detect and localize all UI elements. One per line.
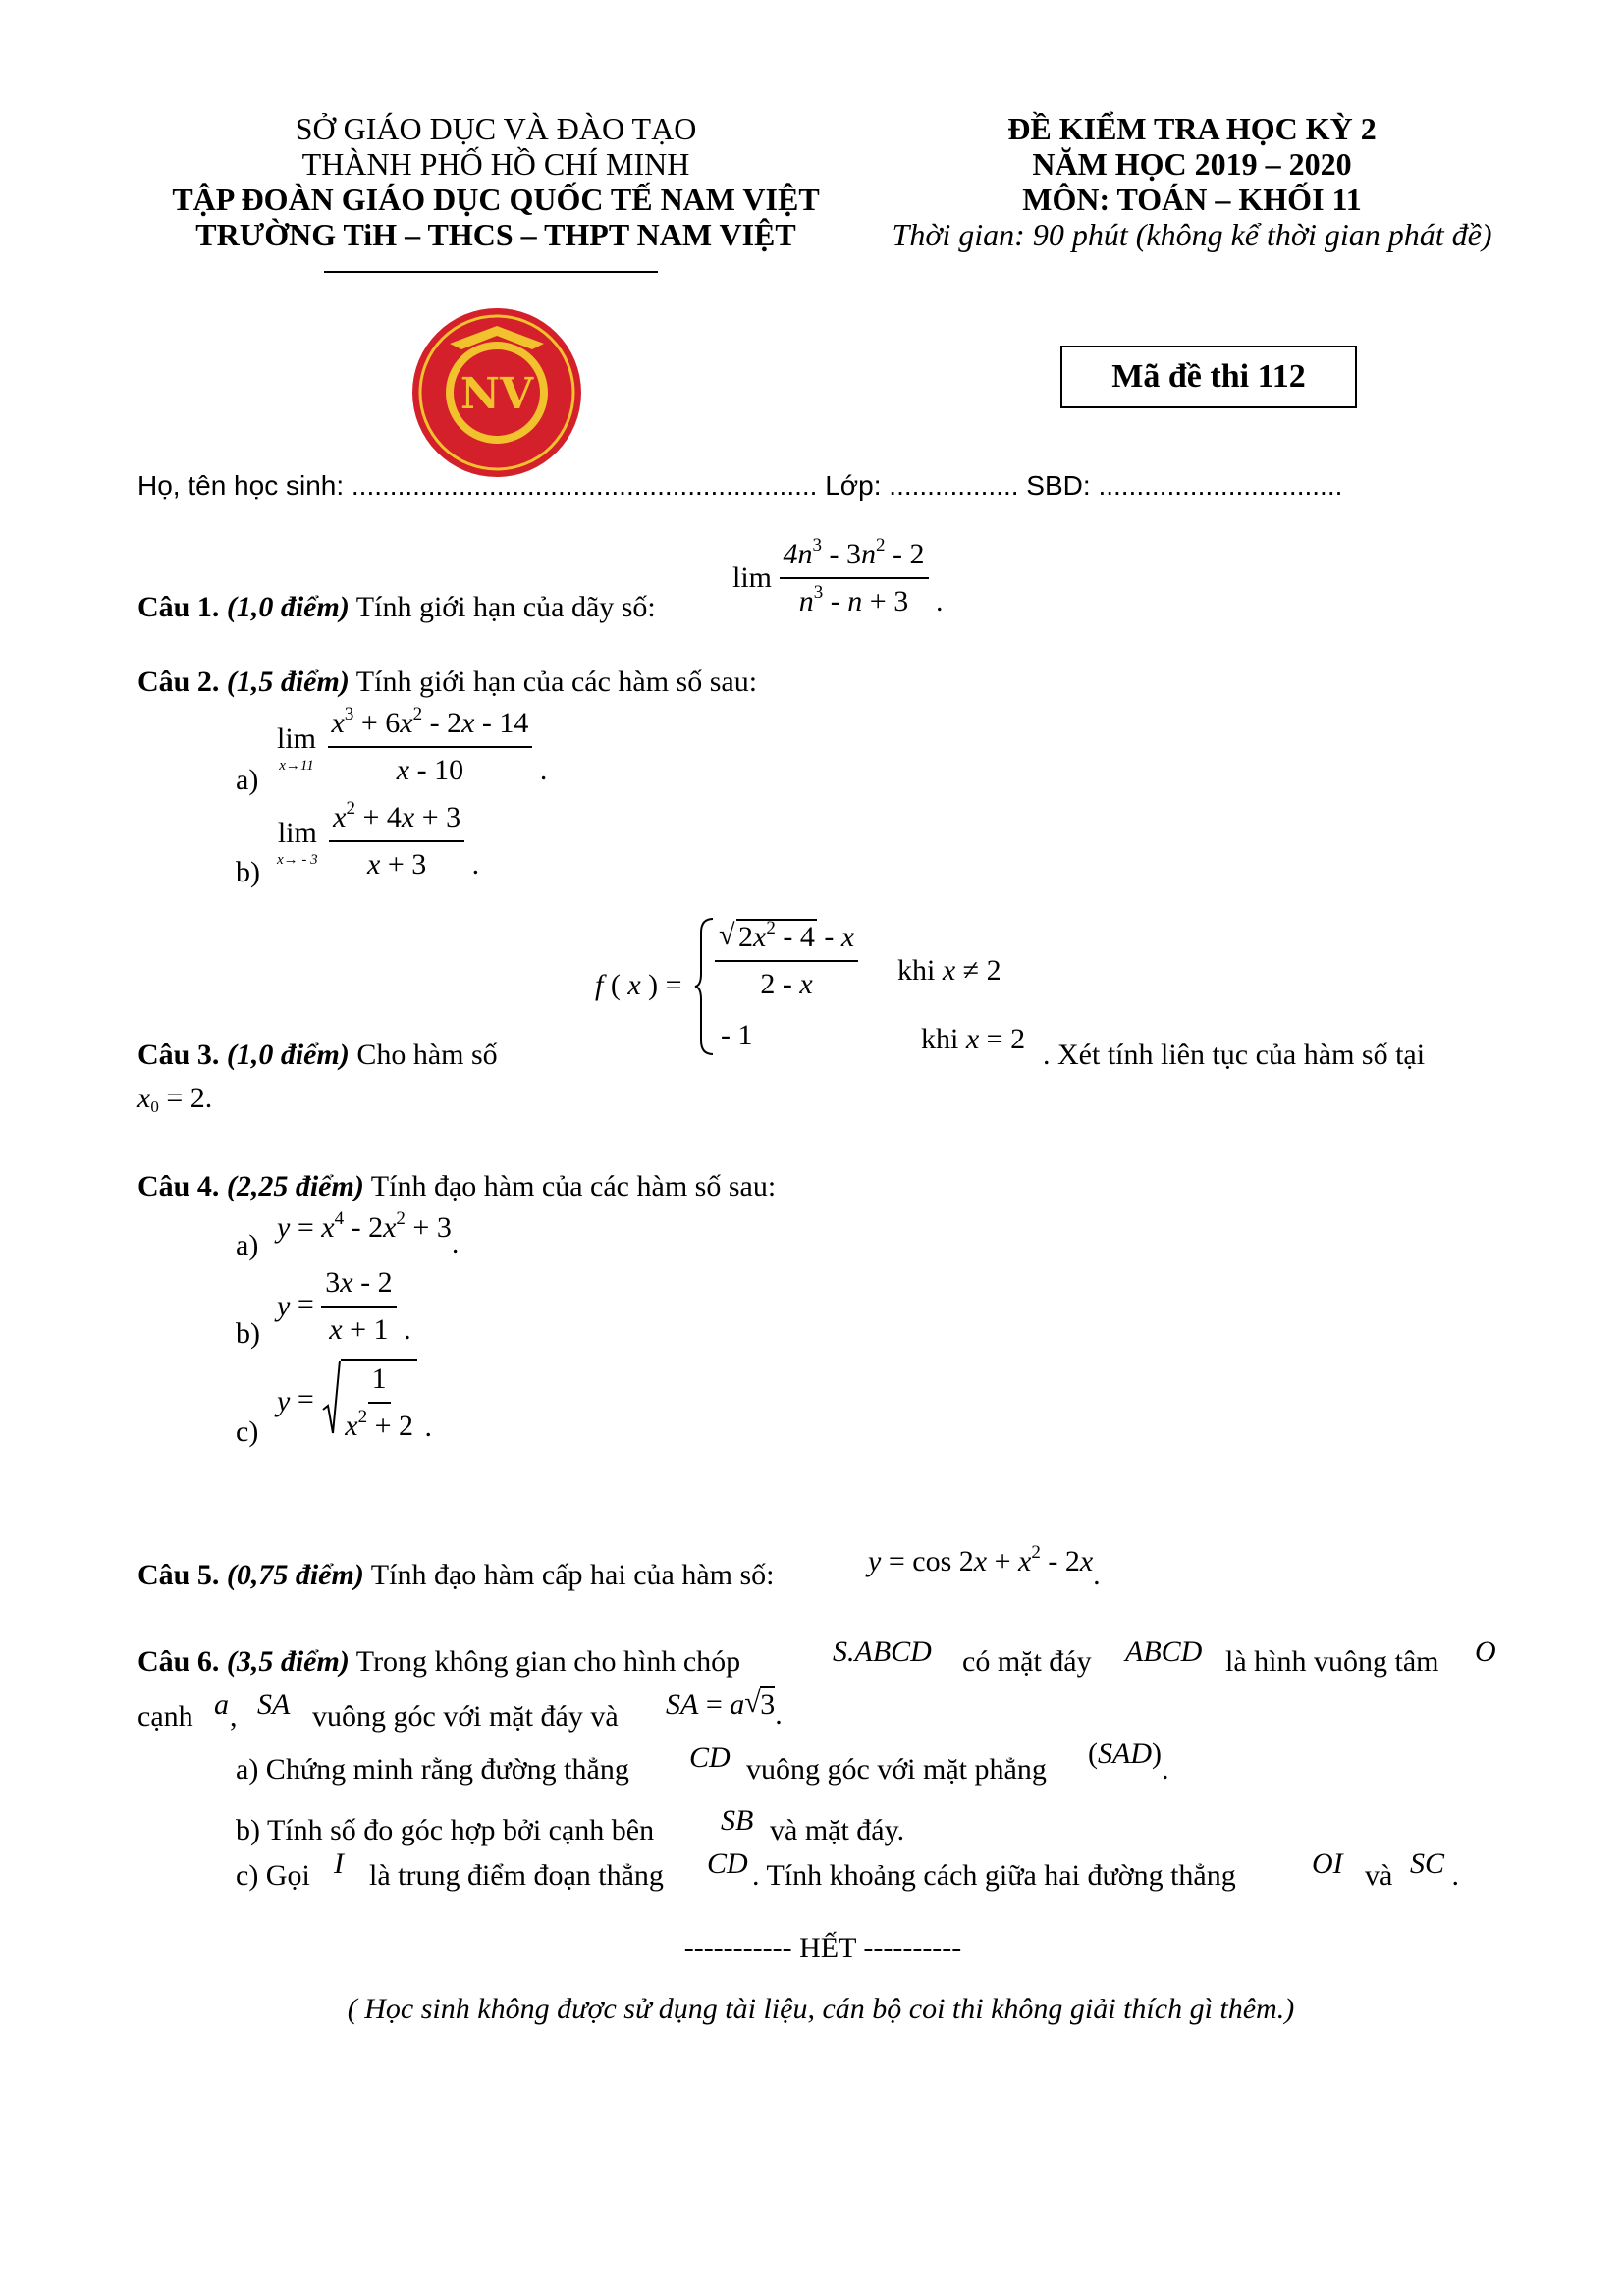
q6c-text2: là trung điểm đoạn thẳng [369, 1859, 664, 1892]
q4a-formula: $y = x^4 - 2x^2 + 3$. [277, 1208, 460, 1259]
q1-formula: lim $\frac{4n^3 - 3n^2 - 2}{n^3 - n + 3}$ . [732, 535, 944, 617]
q6b-text2: và mặt đáy. [770, 1814, 905, 1846]
q6-sa: SA [257, 1688, 291, 1721]
student-info-line: Họ, tên học sinh: ............................................................. Lớp: ................. SBD: ................................ [137, 470, 1343, 501]
q6-t2: có mặt đáy [962, 1645, 1092, 1678]
q6b-edge-sb: SB [721, 1804, 754, 1837]
q4c-label: c) [236, 1415, 259, 1448]
exam-code: Mã đề thi 112 [1111, 358, 1306, 395]
school-name: TRƯỜNG TiH – THCS – THPT NAM VIỆT [195, 217, 796, 252]
q6-sa-value: SA = a √ 3. [666, 1686, 783, 1731]
question-4 [137, 1168, 776, 1205]
exam-duration: Thời gian: 90 phút (không kể thời gian phát đề) [892, 217, 1492, 252]
q6a-line-cd: CD [689, 1741, 731, 1774]
q6-t4: cạnh [137, 1700, 193, 1733]
question-label: Câu 3. [137, 1039, 220, 1071]
q3-case1: √ $2x^2 - 4$ - x 2 - x [715, 919, 858, 1003]
city-name: THÀNH PHỐ HỒ CHÍ MINH [301, 146, 690, 182]
q6c-point-i: I [334, 1847, 344, 1880]
q2b-label: b) [236, 856, 260, 888]
q2a-label: a) [236, 764, 259, 796]
school-year: NĂM HỌC 2019 – 2020 [1032, 146, 1352, 182]
khi-text: khi [921, 1023, 959, 1055]
school-logo [410, 306, 583, 479]
question-points: (1,0 điểm) [226, 1039, 350, 1071]
q6a-plane: (SAD). [1088, 1737, 1169, 1786]
question-label: Câu 1. [137, 591, 220, 623]
question-text: Tính đạo hàm cấp hai của hàm số: [370, 1559, 775, 1591]
question-label: Câu 5. [137, 1559, 220, 1591]
q6c-line-oi: OI [1312, 1847, 1343, 1880]
question-label: Câu 4. [137, 1170, 220, 1202]
department-name: SỞ GIÁO DỤC VÀ ĐÀO TẠO [295, 111, 697, 146]
question-label: Câu 6. [137, 1645, 220, 1678]
question-5 [137, 1557, 775, 1594]
q4c-formula: y = $\frac{1}{x^2 + 2}$ . [277, 1359, 432, 1446]
q6c-segment-cd: CD [707, 1847, 748, 1880]
question-points: (1,5 điểm) [226, 666, 350, 698]
subject-grade: MÔN: TOÁN – KHỐI 11 [1022, 182, 1362, 217]
question-1 [137, 589, 656, 626]
q6-base: ABCD [1125, 1635, 1203, 1668]
q3-cond1: khi x ≠ 2 [897, 954, 1001, 987]
question-text: Cho hàm số [356, 1039, 498, 1071]
q3-point: $x_0 = 2$. [137, 1082, 213, 1116]
q4b-formula: y = $\frac{3x - 2}{x + 1}$ . [277, 1266, 411, 1346]
question-text: Tính giới hạn của dãy số: [355, 591, 656, 623]
q3-case2: - 1 [721, 1019, 753, 1051]
question-label: Câu 2. [137, 666, 220, 698]
end-marker: ----------- HẾT ---------- [683, 1932, 962, 1964]
q3-brace [693, 917, 715, 1056]
q6c-text1: c) Gọi [236, 1859, 310, 1892]
q6-comma: , [230, 1700, 238, 1733]
question-points: (2,25 điểm) [226, 1170, 364, 1202]
q3-cond2: khi x = 2 [921, 1023, 1026, 1055]
q6-t3: là hình vuông tâm [1225, 1645, 1439, 1678]
question-points: (1,0 điểm) [226, 591, 350, 623]
q6-center: O [1475, 1635, 1496, 1668]
question-2 [137, 664, 757, 701]
q6-side-a: a [214, 1688, 229, 1721]
question-6 [137, 1643, 740, 1681]
q6b-text1: b) Tính số đo góc hợp bởi cạnh bên [236, 1814, 655, 1846]
header-underline [324, 271, 658, 273]
group-name: TẬP ĐOÀN GIÁO DỤC QUỐC TẾ NAM VIỆT [172, 182, 820, 217]
question-points: (3,5 điểm) [226, 1645, 350, 1678]
q6c-text3: . Tính khoảng cách giữa hai đường thẳng [752, 1859, 1236, 1892]
q3-fx: f ( x ) = [595, 969, 682, 1001]
q6a-text2: vuông góc với mặt phẳng [746, 1753, 1047, 1786]
q6c-line-sc: SC . [1410, 1847, 1460, 1892]
footer-note: ( Học sinh không được sử dụng tài liệu, cán bộ coi thi không giải thích gì thêm.) [347, 1993, 1295, 2025]
q4a-label: a) [236, 1229, 259, 1261]
exam-code-box [1060, 346, 1357, 408]
q6-pyramid: S.ABCD [833, 1635, 932, 1668]
q4b-label: b) [236, 1317, 260, 1350]
q6-t5: vuông góc với mặt đáy và [312, 1700, 619, 1733]
q3-text-after: . Xét tính liên tục của hàm số tại [1043, 1039, 1426, 1071]
question-points: (0,75 điểm) [226, 1559, 364, 1591]
question-3 [137, 1037, 498, 1074]
q6c-text4: và [1365, 1859, 1393, 1892]
q6a-text1: a) Chứng minh rằng đường thẳng [236, 1753, 629, 1786]
exam-title: ĐỀ KIỂM TRA HỌC KỲ 2 [1007, 111, 1377, 146]
q2a-formula: lim x→11 $\frac{x^3 + 6x^2 - 2x - 14}{x - 10}$ . [277, 704, 548, 786]
question-text: Tính đạo hàm của các hàm số sau: [370, 1170, 777, 1202]
q2b-formula: lim x→ - 3 $\frac{x^2 + 4x + 3}{x + 3}$ . [277, 798, 480, 881]
q5-formula: $y = \cos 2x + x^2 - 2x$. [868, 1542, 1101, 1591]
khi-text: khi [897, 954, 936, 987]
logo-initials: NV [460, 369, 534, 419]
question-text: Trong không gian cho hình chóp [355, 1645, 741, 1678]
question-text: Tính giới hạn của các hàm số sau: [355, 666, 758, 698]
